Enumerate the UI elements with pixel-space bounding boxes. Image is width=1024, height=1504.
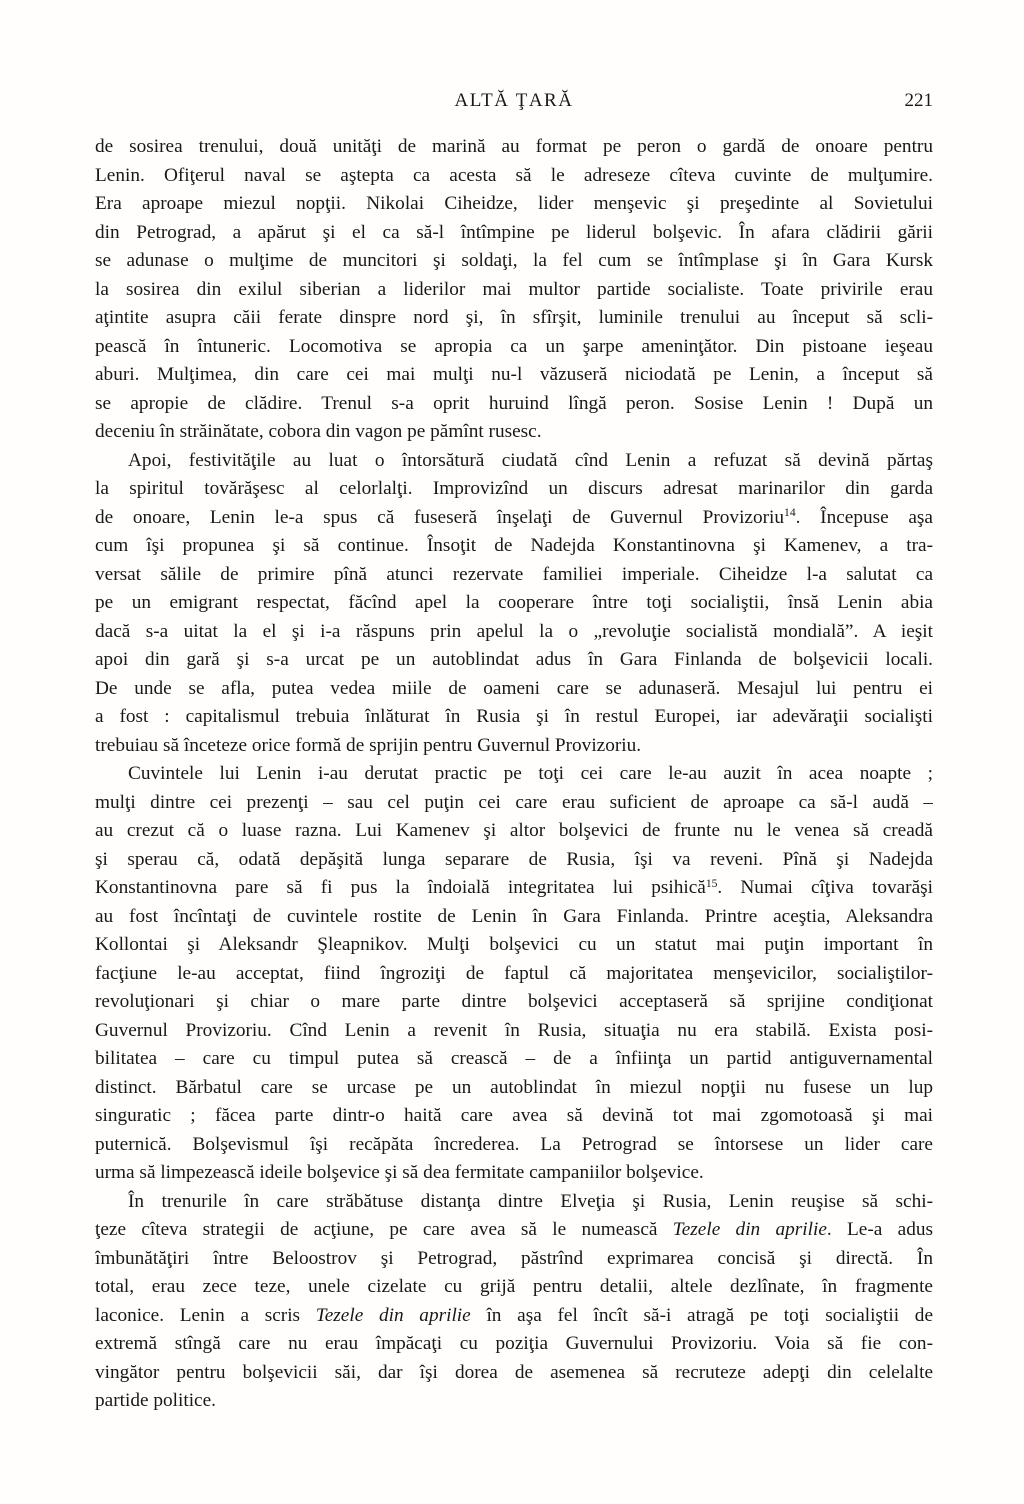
text-line: total, erau zece teze, unele cizelate cu grijă pentru detalii, altele dezlînate, în fragmente <box>95 1276 933 1297</box>
text-line: Apoi, festivităţile au luat o întorsătură ciudată cînd Lenin a refuzat să devină părtaş <box>128 449 933 471</box>
text-line: revoluţionari şi chiar o mare parte dintre bolşevici acceptaseră să sprijine condiţionat <box>95 991 933 1012</box>
text-line: apoi din gară şi s-a urcat pe un autoblindat adus în Gara Finlanda de bolşevicii locali. <box>95 649 933 670</box>
text-line: de sosirea trenului, două unităţi de marină au format pe peron o gardă de onoare pentru <box>95 136 933 157</box>
paragraph <box>95 447 933 761</box>
text-line: se apropie de clădire. Trenul s-a oprit huruind lîngă peron. Sosise Lenin ! După un <box>95 392 933 414</box>
text-line: pe un emigrant respectat, făcînd apel la cooperare între toţi socialiştii, însă Lenin abia <box>95 592 933 613</box>
text-line: trebuiau să înceteze orice formă de sprijin pentru Guvernul Provizoriu. <box>95 734 642 756</box>
text-line: urma să limpezească ideile bolşevice şi să dea fermitate campaniilor bolşevice. <box>95 1162 704 1183</box>
text-line: Era aproape miezul nopţii. Nikolai Ciheidze, lider menşevic şi preşedinte al Sovietului <box>95 193 933 214</box>
paragraph <box>95 133 933 447</box>
text-line: În trenurile în care străbătuse distanţa dintre Elveţia şi Rusia, Lenin reuşise să schi- <box>128 1190 933 1212</box>
text-line: mulţi dintre cei prezenţi – sau cel puţin cei care erau suficient de aproape ca să-l audă – <box>95 791 933 813</box>
text-line: deceniu în străinătate, cobora din vagon pe pămînt rusesc. <box>95 421 542 442</box>
text-line: au fost încîntaţi de cuvintele rostite de Lenin în Gara Finlanda. Printre aceştia, Aleksandra <box>95 905 933 927</box>
text-line: cum îşi propunea şi să continue. Însoţit de Nadejda Konstantinovna şi Kamenev, a tra- <box>95 535 933 556</box>
page-number: 221 <box>904 90 933 111</box>
text-line: Guvernul Provizoriu. Cînd Lenin a revenit în Rusia, situaţia nu era stabilă. Exista posi- <box>95 1019 933 1041</box>
text-line: Kollontai şi Aleksandr Şleapnikov. Mulţi bolşevici cu un statut mai puţin important în <box>95 934 933 955</box>
text-line: bilitatea – care cu timpul putea să crească – de a înfiinţa un partid antiguvernamental <box>95 1048 933 1069</box>
paragraph <box>95 760 933 1188</box>
paragraph <box>95 1188 933 1416</box>
text-line: din Petrograd, a apărut şi el ca să-l întîmpine pe liderul bolşevic. În afara clădirii gării <box>95 221 933 243</box>
text-line: au crezut că o luase razna. Lui Kamenev şi altor bolşevici de frunte nu le venea să creadă <box>95 820 933 841</box>
page-body <box>95 133 933 1416</box>
text-line: dacă s-a uitat la el şi i-a răspuns prin apelul la o „revoluţie socialistă mondială”. A ieşit <box>95 620 933 642</box>
text-line: distinct. Bărbatul care se urcase pe un autoblindat în miezul nopţii nu fusese un lup <box>95 1076 933 1098</box>
text-line: extremă stîngă care nu erau împăcaţi cu poziţia Guvernului Provizoriu. Voia să fie con- <box>95 1333 933 1354</box>
text-line: la sosirea din exilul siberian a liderilor mai multor partide socialiste. Toate privirile erau <box>95 278 933 300</box>
text-line: Lenin. Ofiţerul naval se aştepta ca acesta să le adreseze cîteva cuvinte de mulţumire. <box>95 164 933 186</box>
text-line: la spiritul tovărăşesc al celorlalţi. Improvizînd un discurs adresat marinarilor din garda <box>95 478 933 499</box>
text-line: versat sălile de primire pînă atunci rezervate familiei imperiale. Ciheidze l-a salutat ca <box>95 563 933 585</box>
text-line: a fost : capitalismul trebuia înlăturat în Rusia şi în restul Europei, iar adevăraţii socialişti <box>95 706 933 727</box>
text-line: aţintite asupra căii ferate dinspre nord şi, în sfîrşit, luminile trenului au început să scli- <box>95 307 933 328</box>
running-head <box>95 90 933 116</box>
text-line: facţiune le-au acceptat, fiind îngroziţi de faptul că majoritatea menşevicilor, socialiştilor- <box>95 962 933 984</box>
text-line: şi sperau că, odată depăşită lunga separare de Rusia, îşi va reveni. Pînă şi Nadejda <box>95 848 933 870</box>
text-line: aburi. Mulţimea, din care cei mai mulţi nu-l văzuseră niciodată pe Lenin, a început să <box>95 364 933 385</box>
text-line: Konstantinovna pare să fi pus la îndoială integritatea lui psihică$^{15}$. Numai cîţiva tovarăşi <box>95 876 933 898</box>
chapter-title: ALTĂ ŢARĂ <box>454 90 574 111</box>
text-line: se adunase o mulţime de muncitori şi soldaţi, la fel cum se întîmplase şi în Gara Kursk <box>95 250 933 271</box>
text-line: pească în întuneric. Locomotiva se apropia ca un şarpe ameninţător. Din pistoane ieşeau <box>95 335 933 357</box>
text-line: laconice. Lenin a scris Tezele din aprilie în aşa fel încît să-i atragă pe toţi socialiştii de <box>95 1304 933 1326</box>
text-line: De unde se afla, putea vedea miile de oameni care se adunaseră. Mesajul lui pentru ei <box>95 677 933 699</box>
text-line: ţeze cîteva strategii de acţiune, pe care avea să le numească Tezele din aprilie. Le-a adus <box>95 1219 933 1240</box>
text-line: Cuvintele lui Lenin i-au derutat practic pe toţi cei care le-au auzit în acea noapte ; <box>128 763 933 784</box>
text-line: vingător pentru bolşevicii săi, dar îşi dorea de asemenea să recruteze adepţi din celelalte <box>95 1361 933 1383</box>
text-line: puternică. Bolşevismul îşi recăpăta încrederea. La Petrograd se întorsese un lider care <box>95 1133 933 1155</box>
text-line: îmbunătăţiri între Beloostrov şi Petrograd, păstrînd exprimarea concisă şi directă. În <box>95 1247 933 1269</box>
text-line: partide politice. <box>95 1390 216 1411</box>
text-line: de onoare, Lenin le-a spus că fuseseră înşelaţi de Guvernul Provizoriu$^{14}$. Începuse aşa <box>95 506 933 528</box>
text-line: singuratic ; făcea parte dintr-o haită care avea să devină tot mai zgomotoasă şi mai <box>95 1105 933 1126</box>
